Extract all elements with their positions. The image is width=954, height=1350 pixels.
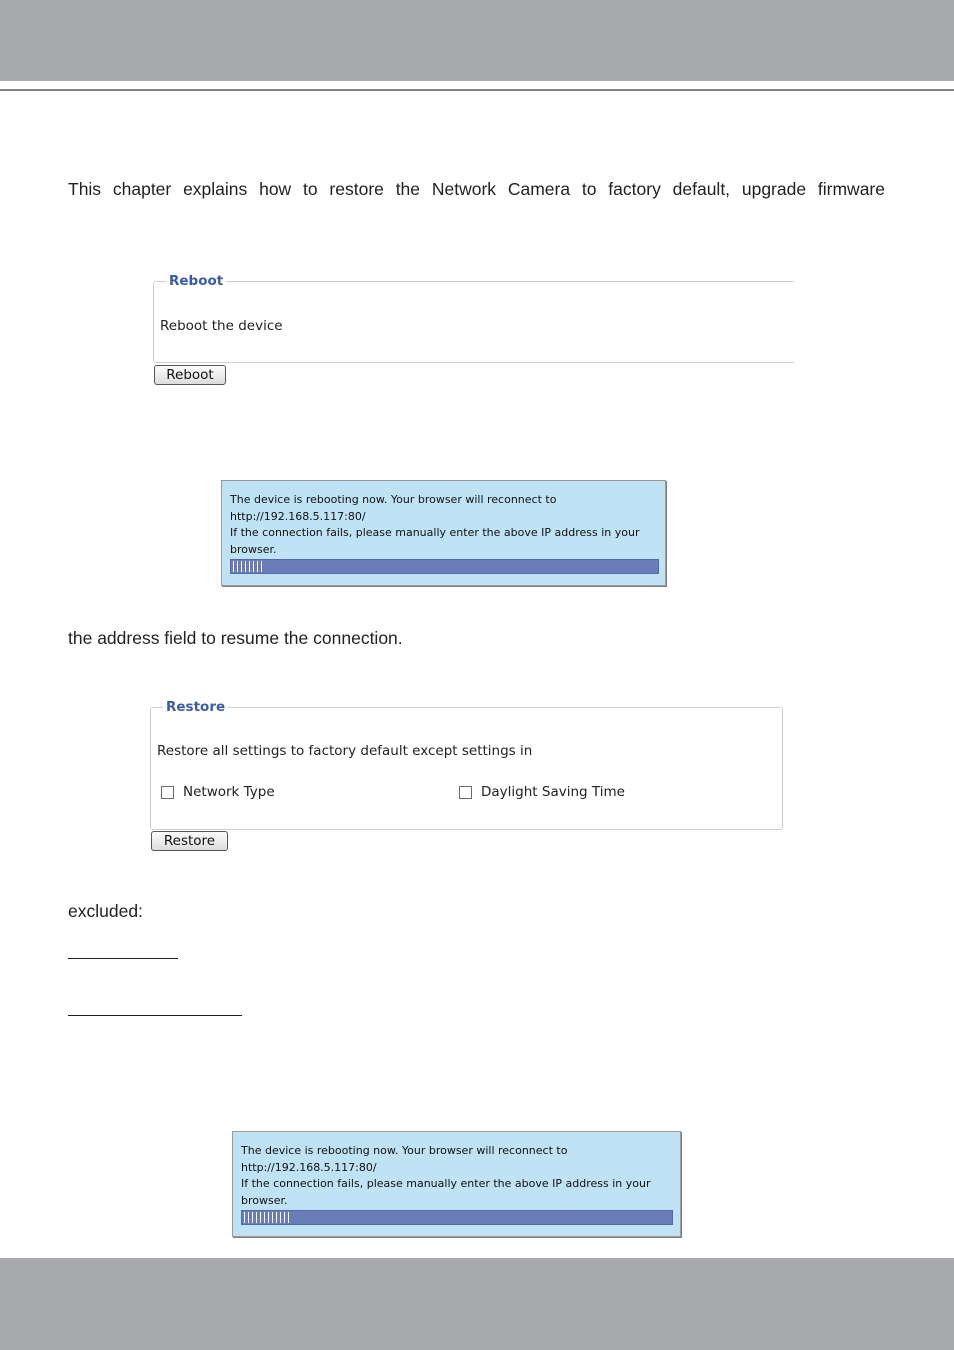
reboot-message-box bbox=[232, 1131, 681, 1237]
excluded-paragraph: excluded: bbox=[68, 901, 143, 921]
reboot-legend: Reboot bbox=[166, 272, 226, 290]
header-band bbox=[0, 0, 954, 81]
intro-paragraph: This chapter explains how to restore the Network Camera to factory default, upgrade firmware bbox=[68, 179, 885, 199]
message-line: If the connection fails, please manually enter the above IP address in your bbox=[241, 1177, 651, 1190]
progress-fill bbox=[233, 561, 263, 572]
progress-bar bbox=[230, 559, 659, 574]
daylight-saving-label: Daylight Saving Time bbox=[481, 784, 625, 800]
underline-rule bbox=[68, 958, 178, 959]
message-url: http://192.168.5.117:80/ bbox=[241, 1161, 377, 1174]
header-rule bbox=[0, 89, 954, 91]
message-line: The device is rebooting now. Your browser will reconnect to bbox=[241, 1144, 568, 1157]
daylight-saving-checkbox[interactable] bbox=[459, 786, 472, 799]
footer-band bbox=[0, 1258, 954, 1350]
resume-paragraph: the address field to resume the connection. bbox=[68, 628, 403, 648]
reboot-button[interactable]: Reboot bbox=[154, 365, 226, 385]
progress-bar bbox=[241, 1210, 673, 1225]
restore-description: Restore all settings to factory default except settings in bbox=[157, 743, 533, 759]
restore-button[interactable]: Restore bbox=[151, 831, 228, 851]
message-line: browser. bbox=[241, 1194, 288, 1207]
network-type-label: Network Type bbox=[183, 784, 275, 800]
daylight-saving-option[interactable] bbox=[459, 784, 625, 800]
restore-fieldset bbox=[150, 699, 783, 830]
message-line: The device is rebooting now. Your browser will reconnect to bbox=[230, 493, 557, 506]
underline-rule bbox=[68, 1015, 242, 1016]
message-line: browser. bbox=[230, 543, 277, 556]
message-line: If the connection fails, please manually enter the above IP address in your bbox=[230, 526, 640, 539]
reboot-message-box bbox=[221, 480, 666, 586]
message-url: http://192.168.5.117:80/ bbox=[230, 510, 366, 523]
network-type-option[interactable] bbox=[161, 784, 275, 800]
restore-legend: Restore bbox=[163, 698, 228, 716]
network-type-checkbox[interactable] bbox=[161, 786, 174, 799]
reboot-description: Reboot the device bbox=[160, 318, 283, 334]
progress-fill bbox=[244, 1212, 292, 1223]
reboot-fieldset bbox=[153, 273, 794, 363]
